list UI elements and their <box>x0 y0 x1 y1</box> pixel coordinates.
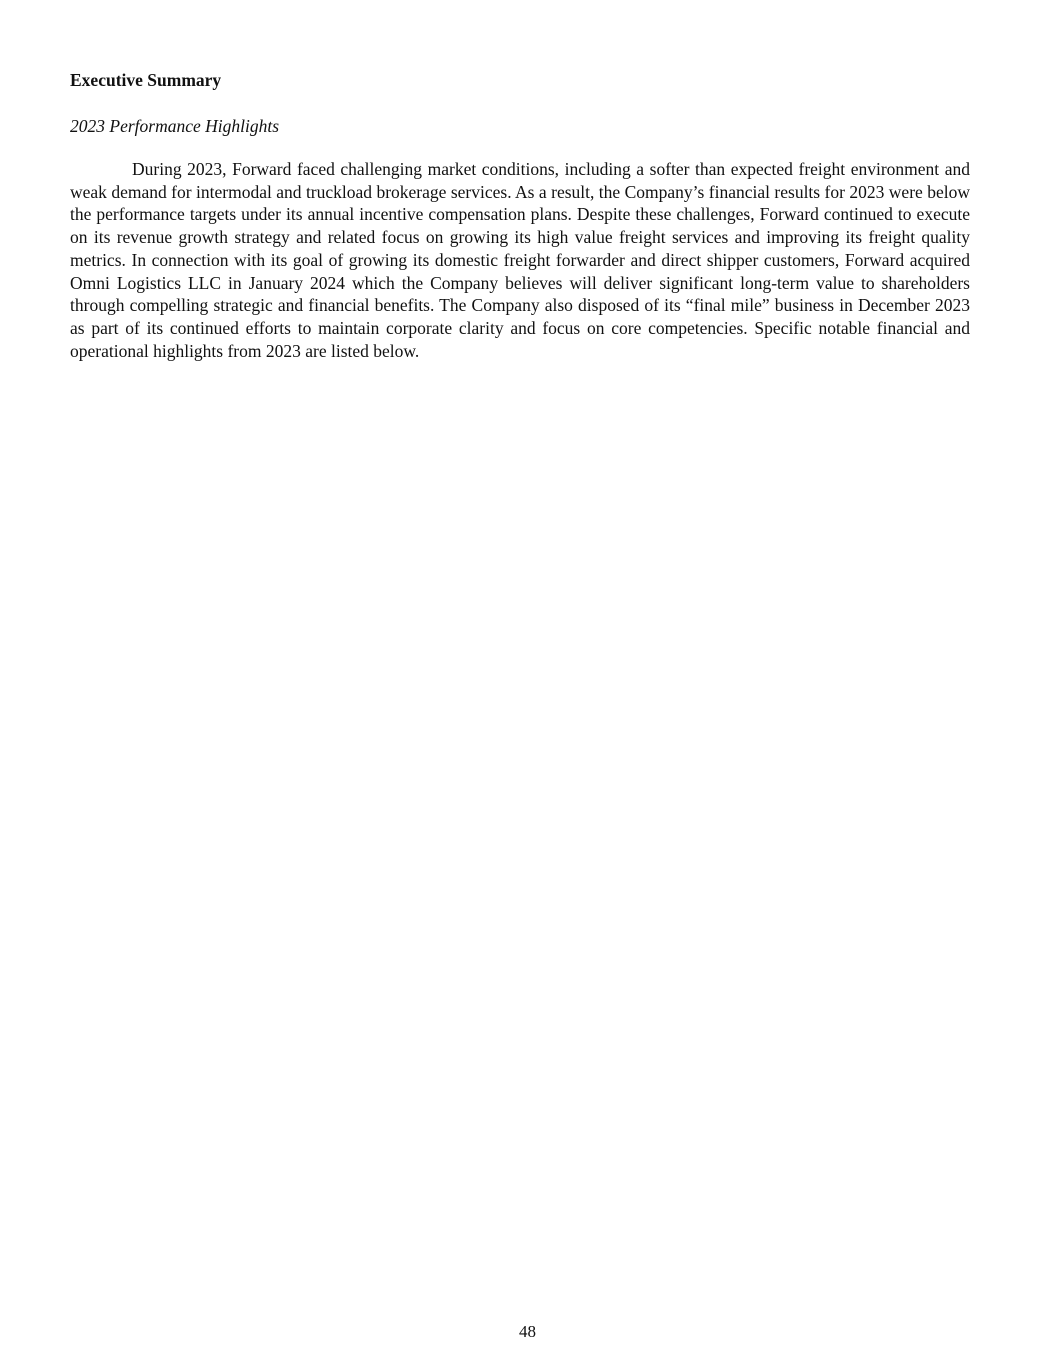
page-content <box>70 68 970 362</box>
section-heading: Executive Summary <box>70 70 222 90</box>
sub-heading: 2023 Performance Highlights <box>70 116 280 136</box>
body-paragraph: During 2023, Forward faced challenging market conditions, including a softer than expected freight environment and weak demand for intermodal and truckload brokerage services. As a result, the Company’s financial results for 2023 were below the performance targets under its annual incentive compensation plans. Despite these challenges, Forward continued to execute on its revenue growth strategy and related focus on growing its high value freight services and improving its freight quality metrics. In connection with its goal of growing its domestic freight forwarder and direct shipper customers, Forward acquired Omni Logistics LLC in January 2024 which the Company believes will deliver significant long-term value to shareholders through compelling strategic and financial benefits. The Company also disposed of its “final mile” business in December 2023 as part of its continued efforts to maintain corporate clarity and focus on core competencies. Specific notable financial and operational highlights from 2023 are listed below. <box>70 159 970 361</box>
page-number: 48 <box>519 1322 536 1341</box>
